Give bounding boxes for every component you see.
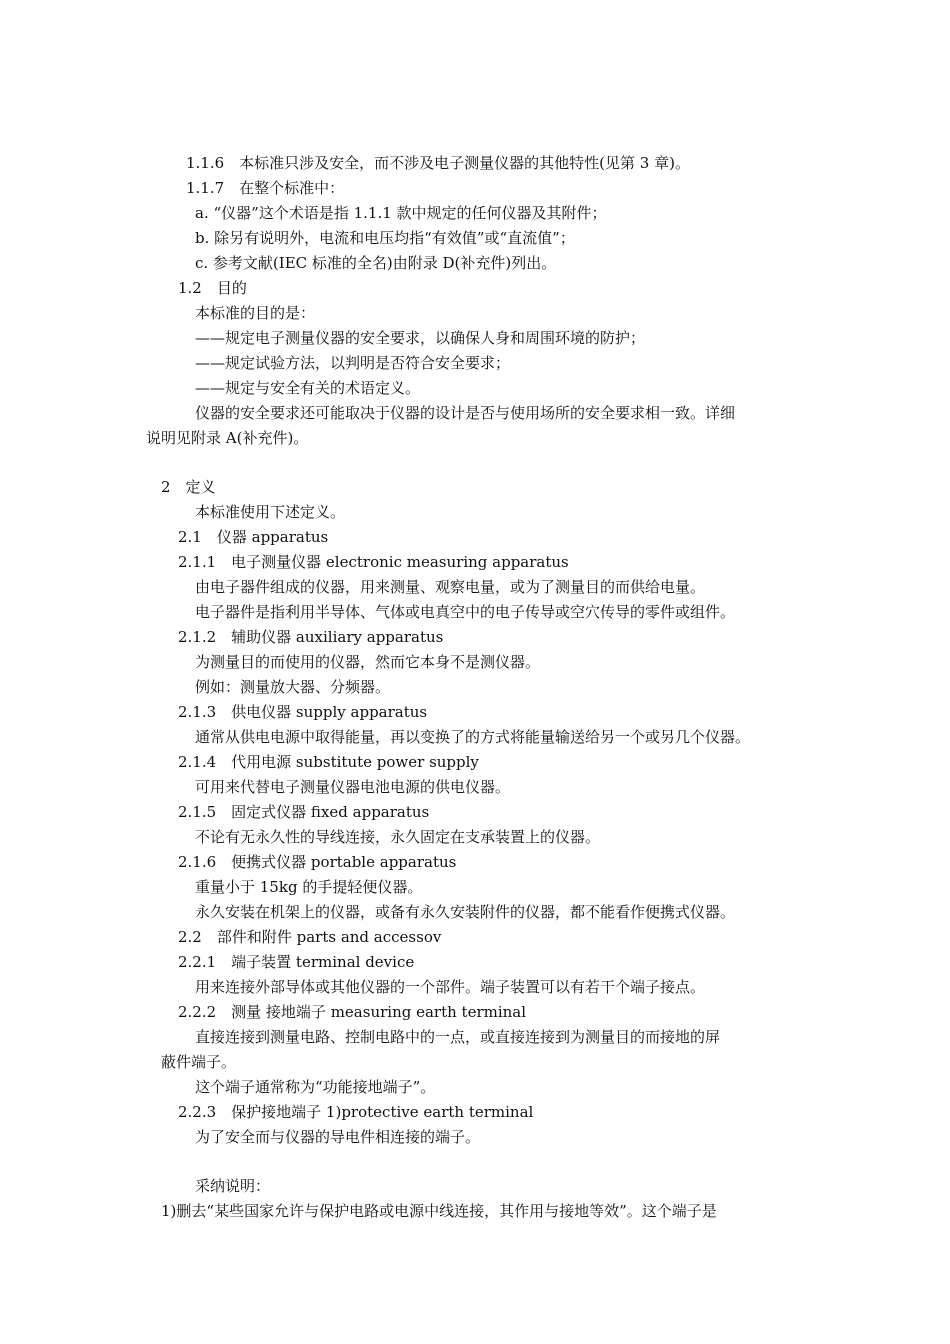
list-item-c: c. 参考文献(IEC 标准的全名)由附录 D(补充件)列出。 [195,254,557,272]
clause-2-1-heading: 2.1 仪器 apparatus [178,528,329,546]
paragraph: 直接连接到测量电路、控制电路中的一点，或直接连接到为测量目的而接地的屏 [195,1028,721,1046]
list-item-a: a. “仪器”这个术语是指 1.1.1 款中规定的任何仪器及其附件； [195,204,607,222]
clause-2-1-6-heading: 2.1.6 便携式仪器 portable apparatus [178,853,457,871]
clause-2-2-1-heading: 2.2.1 端子装置 terminal device [178,953,415,971]
clause-2-2-3-heading: 2.2.3 保护接地端子 1)protective earth terminal [178,1103,534,1121]
paragraph: 这个端子通常称为“功能接地端子”。 [195,1078,436,1096]
dash-item: ——规定电子测量仪器的安全要求，以确保人身和周围环境的防护； [195,329,646,347]
clause-2-1-1-heading: 2.1.1 电子测量仪器 electronic measuring apparatus [178,553,569,571]
paragraph: 为了安全而与仪器的导电件相连接的端子。 [195,1128,481,1146]
paragraph: 通常从供电电源中取得能量，再以变换了的方式将能量输送给另一个或另几个仪器。 [195,728,751,746]
clause-2-1-2-heading: 2.1.2 辅助仪器 auxiliary apparatus [178,628,444,646]
paragraph: 仪器的安全要求还可能取决于仪器的设计是否与使用场所的安全要求相一致。详细 [195,404,736,422]
paragraph: 例如：测量放大器、分频器。 [195,678,391,696]
paragraph: 本标准使用下述定义。 [195,503,346,521]
adoption-note-heading: 采纳说明： [195,1177,271,1195]
section-2-heading: 2 定义 [161,478,216,496]
paragraph: 不论有无永久性的导线连接，永久固定在支承装置上的仪器。 [195,828,601,846]
clause-1-1-6: 1.1.6 本标准只涉及安全，而不涉及电子测量仪器的其他特性(见第 3 章)。 [186,154,690,172]
list-item-b: b. 除另有说明外，电流和电压均指“有效值”或“直流值”； [195,229,575,247]
section-1-2-heading: 1.2 目的 [178,279,247,297]
paragraph: 电子器件是指利用半导体、气体或电真空中的电子传导或空穴传导的零件或组件。 [195,603,736,621]
paragraph: 本标准的目的是： [195,304,316,322]
dash-item: ——规定与安全有关的术语定义。 [195,379,421,397]
paragraph: 重量小于 15kg 的手提轻便仪器。 [195,878,423,896]
paragraph-continuation: 蔽件端子。 [161,1053,237,1071]
paragraph: 可用来代替电子测量仪器电池电源的供电仪器。 [195,778,511,796]
paragraph: 由电子器件组成的仪器，用来测量、观察电量，或为了测量目的而供给电量。 [195,578,706,596]
paragraph: 用来连接外部导体或其他仪器的一个部件。端子装置可以有若干个端子接点。 [195,978,706,996]
clause-2-1-3-heading: 2.1.3 供电仪器 supply apparatus [178,703,428,721]
clause-2-1-5-heading: 2.1.5 固定式仪器 fixed apparatus [178,803,430,821]
paragraph: 为测量目的而使用的仪器，然而它本身不是测仪器。 [195,653,541,671]
clause-1-1-7: 1.1.7 在整个标准中： [186,179,345,197]
paragraph: 永久安装在机架上的仪器，或备有永久安装附件的仪器，都不能看作便携式仪器。 [195,903,736,921]
clause-2-2-2-heading: 2.2.2 测量 接地端子 measuring earth terminal [178,1003,527,1021]
dash-item: ——规定试验方法，以判明是否符合安全要求； [195,354,511,372]
clause-2-1-4-heading: 2.1.4 代用电源 substitute power supply [178,753,479,771]
clause-2-2-heading: 2.2 部件和附件 parts and accessov [178,928,442,946]
adoption-note-text: 1)删去“某些国家允许与保护电路或电源中线连接，其作用与接地等效”。这个端子是 [161,1202,717,1220]
paragraph-continuation: 说明见附录 A(补充件)。 [146,429,309,447]
